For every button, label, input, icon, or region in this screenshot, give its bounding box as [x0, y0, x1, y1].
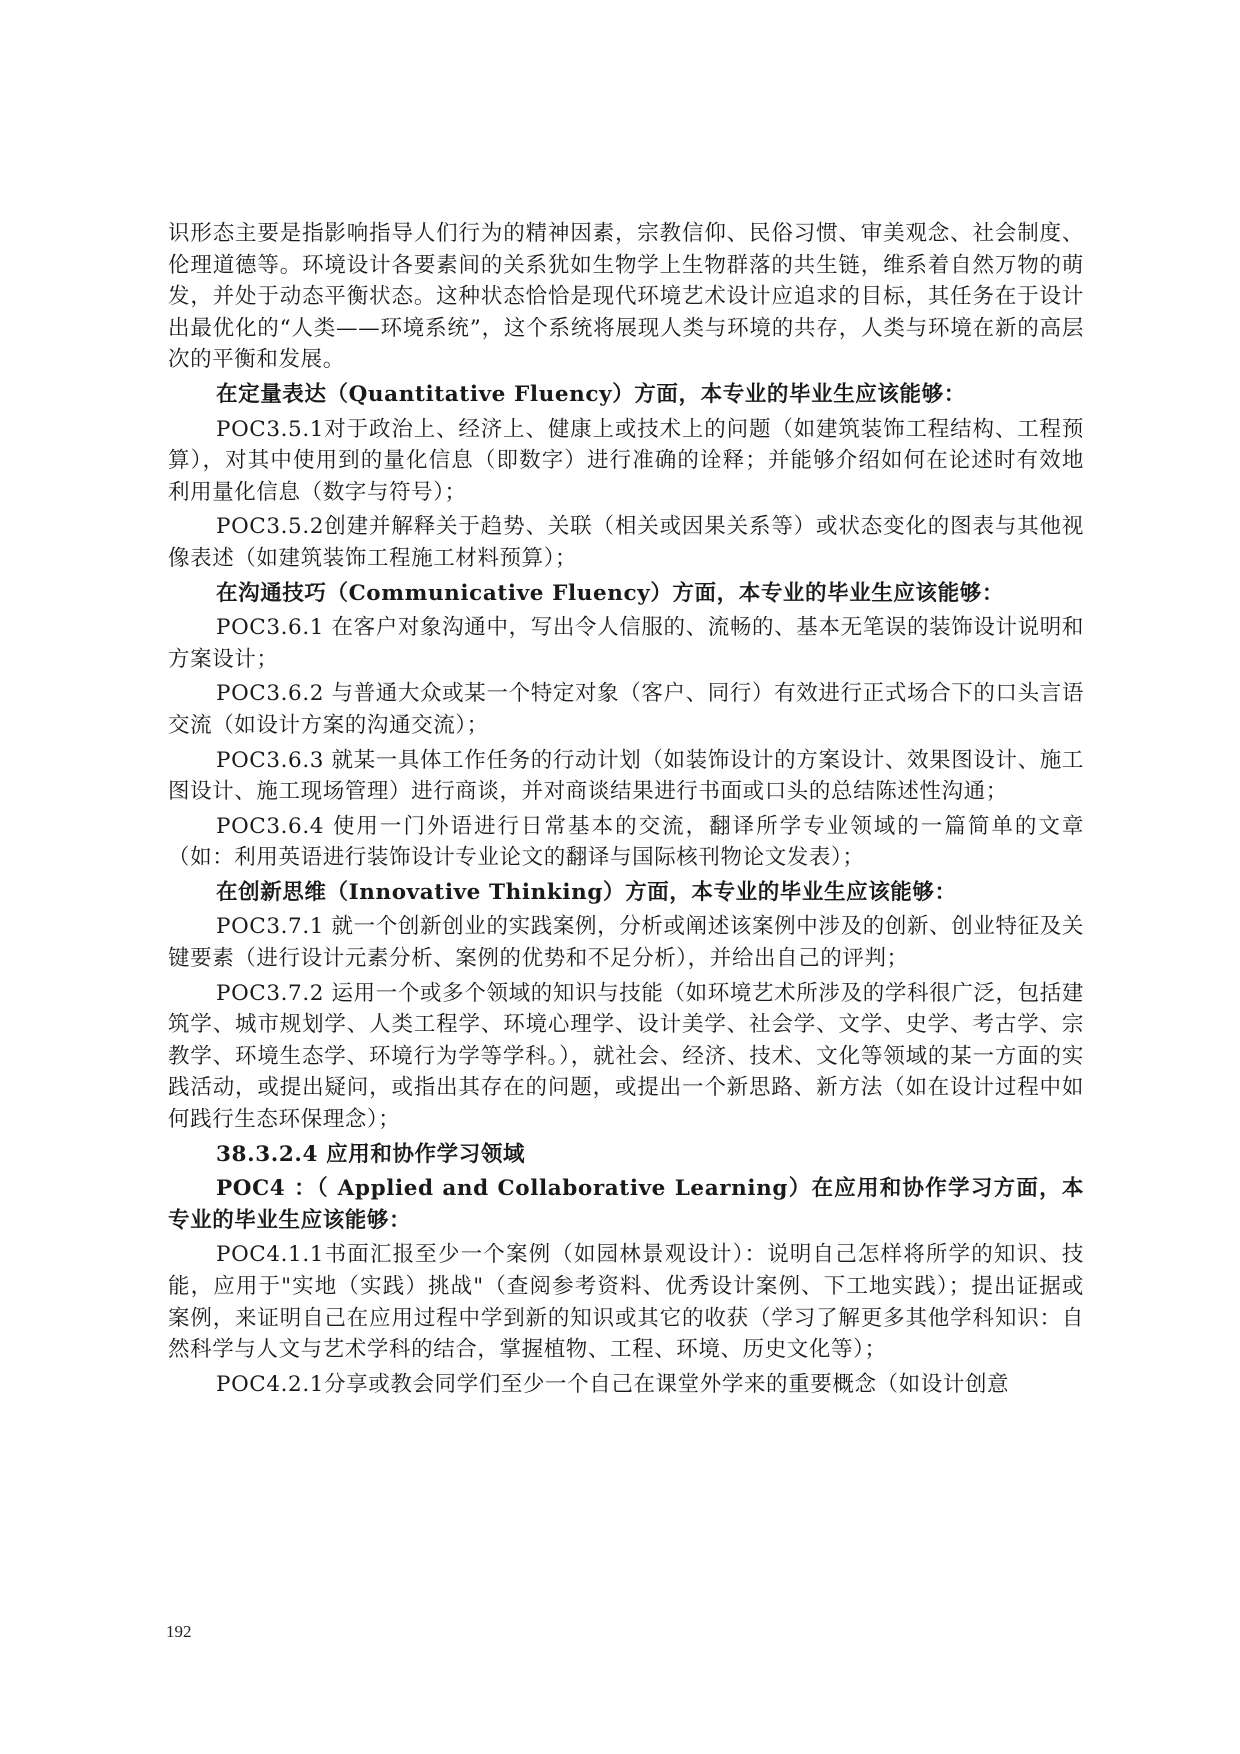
heading-quantitative-fluency: 在定量表达（Quantitative Fluency）方面，本专业的毕业生应该能够：: [216, 381, 966, 407]
heading-innovative-thinking: 在创新思维（Innovative Thinking）方面，本专业的毕业生应该能够：: [216, 879, 957, 905]
paragraph-poc3-6-1: POC3.6.1 在客户对象沟通中，写出令人信服的、流畅的、基本无笔误的装饰设计说明和方案设计；: [168, 615, 1084, 672]
heading-communicative-fluency: 在沟通技巧（Communicative Fluency）方面，本专业的毕业生应该能够：: [216, 580, 1004, 606]
paragraph-poc3-5-1: POC3.5.1对于政治上、经济上、健康上或技术上的问题（如建筑装饰工程结构、工程预算），对其中使用到的量化信息（即数字）进行准确的诠释；并能够介绍如何在论述时有效地利用量化信息（数字与符号）；: [168, 416, 1084, 505]
document-body: [168, 218, 1084, 1403]
paragraph-poc3-6-3: POC3.6.3 就某一具体工作任务的行动计划（如装饰设计的方案设计、效果图设计、施工图设计、施工现场管理）进行商谈，并对商谈结果进行书面或口头的总结陈述性沟通；: [168, 747, 1084, 805]
page-number: 192: [166, 1622, 192, 1641]
paragraph-poc4-2-1: POC4.2.1分享或教会同学们至少一个自己在课堂外学来的重要概念（如设计创意: [216, 1371, 1010, 1397]
paragraph-poc3-7-2: POC3.7.2 运用一个或多个领域的知识与技能（如环境艺术所涉及的学科很广泛，包括建筑学、城市规划学、人类工程学、环境心理学、设计美学、社会学、文学、史学、考古学、宗教学、环境生态学、环境行为学等学科。），就社会、经济、技术、文化等领域的某一方面的实践活动，或提出疑问，或指出其存在的问题，或提出一个新思路、新方法（如在设计过程中如何践行生态环保理念）；: [168, 980, 1084, 1133]
paragraph-poc3-5-2: POC3.5.2创建并解释关于趋势、关联（相关或因果关系等）或状态变化的图表与其他视像表述（如建筑装饰工程施工材料预算）；: [168, 514, 1084, 571]
paragraph-intro-continuation: 识形态主要是指影响指导人们行为的精神因素，宗教信仰、民俗习惯、审美观念、社会制度、伦理道德等。环境设计各要素间的关系犹如生物学上生物群落的共生链，维系着自然万物的萌发，并处于动态平衡状态。这种状态恰恰是现代环境艺术设计应追求的目标，其任务在于设计出最优化的“人类——环境系统”，这个系统将展现人类与环境的共存，人类与环境在新的高层次的平衡和发展。: [168, 221, 1084, 373]
paragraph-poc3-7-1: POC3.7.1 就一个创新创业的实践案例，分析或阐述该案例中涉及的创新、创业特征及关键要素（进行设计元素分析、案例的优势和不足分析），并给出自己的评判；: [168, 914, 1084, 972]
section-heading-38-3-2-4: 38.3.2.4 应用和协作学习领域: [216, 1141, 526, 1167]
paragraph-poc3-6-2: POC3.6.2 与普通大众或某一个特定对象（客户、同行）有效进行正式场合下的口头言语交流（如设计方案的沟通交流）；: [168, 681, 1084, 738]
paragraph-poc3-6-4: POC3.6.4 使用一门外语进行日常基本的交流，翻译所学专业领域的一篇简单的文章（如：利用英语进行装饰设计专业论文的翻译与国际核刊物论文发表）；: [168, 813, 1084, 871]
paragraph-poc4-1-1: POC4.1.1书面汇报至少一个案例（如园林景观设计）：说明自己怎样将所学的知识、技能，应用于"实地（实践）挑战"（查阅参考资料、优秀设计案例、下工地实践）；提出证据或案例，来证明自己在应用过程中学到新的知识或其它的收获（学习了解更多其他学科知识：自然科学与人文与艺术学科的结合，掌握植物、工程、环境、历史文化等）；: [168, 1242, 1084, 1363]
heading-poc4: POC4 ：（ Applied and Collaborative Learning）在应用和协作学习方面，本专业的毕业生应该能够：: [168, 1176, 1084, 1233]
